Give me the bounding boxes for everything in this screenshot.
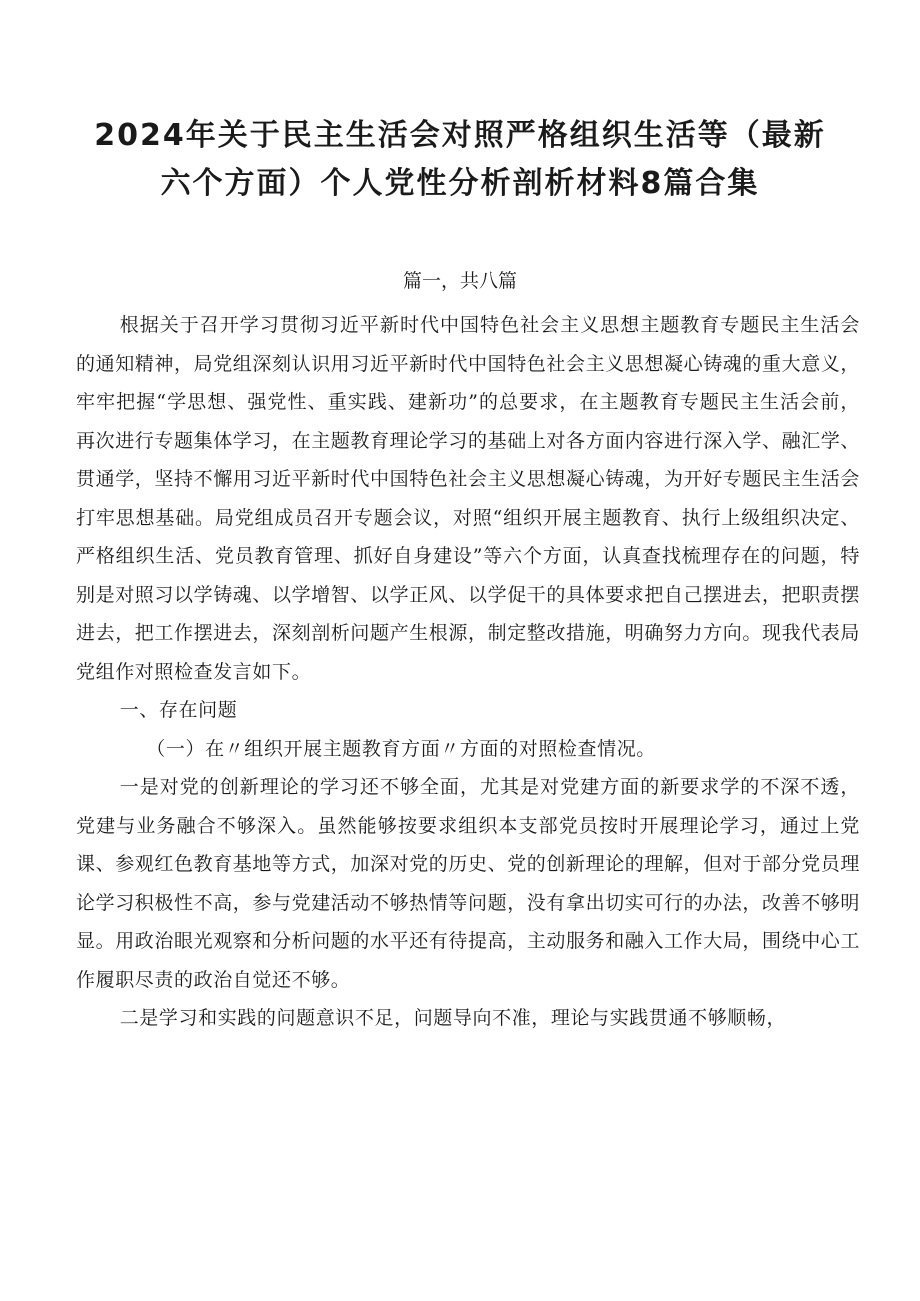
section-heading: 篇一，共八篇 bbox=[402, 270, 517, 292]
heading-existing-problems: 一、存在问题 bbox=[119, 699, 238, 721]
subheading-theme-education: （一）在〃组织开展主题教育方面〃方面的对照检查情况。 bbox=[146, 737, 656, 760]
document-body bbox=[76, 306, 860, 1038]
problem-two-paragraph: 二是学习和实践的问题意识不足，问题导向不准，理论与实践贯通不够顺畅， bbox=[119, 1007, 787, 1029]
intro-paragraph: 根据关于召开学习贯彻习近平新时代中国特色社会主义思想主题教育专题民主生活会的通知精神，局党组深刻认识用习近平新时代中国特色社会主义思想凝心铸魂的重大意义，牢牢把握“学思想、强党性、重实践、建新功”的总要求，在主题教育专题民主生活会前，再次进行专题集体学习，在主题教育理论学习的基础上对各方面内容进行深入学、融汇学、贯通学，坚持不懈用习近平新时代中国特色社会主义思想凝心铸魂，为开好专题民主生活会打牢思想基础。局党组成员召开专题会议，对照“组织开展主题教育、执行上级组织决定、严格组织生活、党员教育管理、抓好自身建设”等六个方面，认真查找梳理存在的问题，特别是对照习以学铸魂、以学增智、以学正风、以学促干的具体要求把自己摆进去，把职责摆进去，把工作摆进去，深刻剖析问题产生根源，制定整改措施，明确努力方向。现我代表局党组作对照检查发言如下。 bbox=[76, 314, 861, 683]
document-title: 2024年关于民主生活会对照严格组织生活等（最新六个方面）个人党性分析剖析材料8篇合集 bbox=[94, 118, 826, 201]
problem-one-paragraph: 一是对党的创新理论的学习还不够全面，尤其是对党建方面的新要求学的不深不透，党建与业务融合不够深入。虽然能够按要求组织本支部党员按时开展理论学习，通过上党课、参观红色教育基地等方式，加深对党的历史、党的创新理论的理解，但对于部分党员理论学习积极性不高，参与党建活动不够热情等问题，没有拿出切实可行的办法，改善不够明显。用政治眼光观察和分析问题的水平还有待提高，主动服务和融入工作大局，围绕中心工作履职尽责的政治自觉还不够。 bbox=[76, 776, 861, 991]
